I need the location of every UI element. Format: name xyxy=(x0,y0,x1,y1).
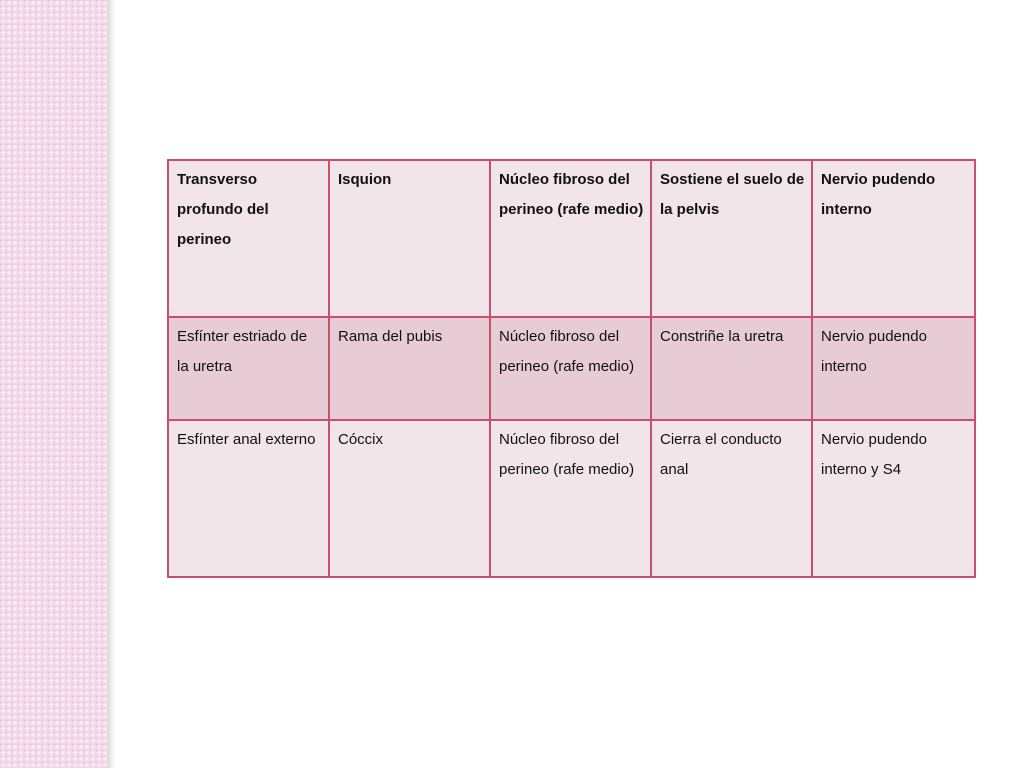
table-cell: Sostiene el suelo de la pelvis xyxy=(651,160,812,317)
table-cell: Esfínter estriado de la uretra xyxy=(168,317,329,420)
table-cell: Núcleo fibroso del perineo (rafe medio) xyxy=(490,317,651,420)
table-cell: Cóccix xyxy=(329,420,490,577)
table-cell: Esfínter anal externo xyxy=(168,420,329,577)
muscles-table xyxy=(167,159,976,578)
table-cell: Constriñe la uretra xyxy=(651,317,812,420)
table-cell: Rama del pubis xyxy=(329,317,490,420)
table-row xyxy=(168,420,975,577)
side-band-shadow xyxy=(108,0,116,768)
table-cell: Nervio pudendo interno xyxy=(812,317,975,420)
table-row xyxy=(168,317,975,420)
table-row xyxy=(168,160,975,317)
table-cell: Isquion xyxy=(329,160,490,317)
table-cell: Nervio pudendo interno y S4 xyxy=(812,420,975,577)
table-cell: Núcleo fibroso del perineo (rafe medio) xyxy=(490,420,651,577)
decorative-side-band xyxy=(0,0,108,768)
table-cell: Cierra el conducto anal xyxy=(651,420,812,577)
table-cell: Transverso profundo del perineo xyxy=(168,160,329,317)
table-cell: Nervio pudendo interno xyxy=(812,160,975,317)
table-cell: Núcleo fibroso del perineo (rafe medio) xyxy=(490,160,651,317)
